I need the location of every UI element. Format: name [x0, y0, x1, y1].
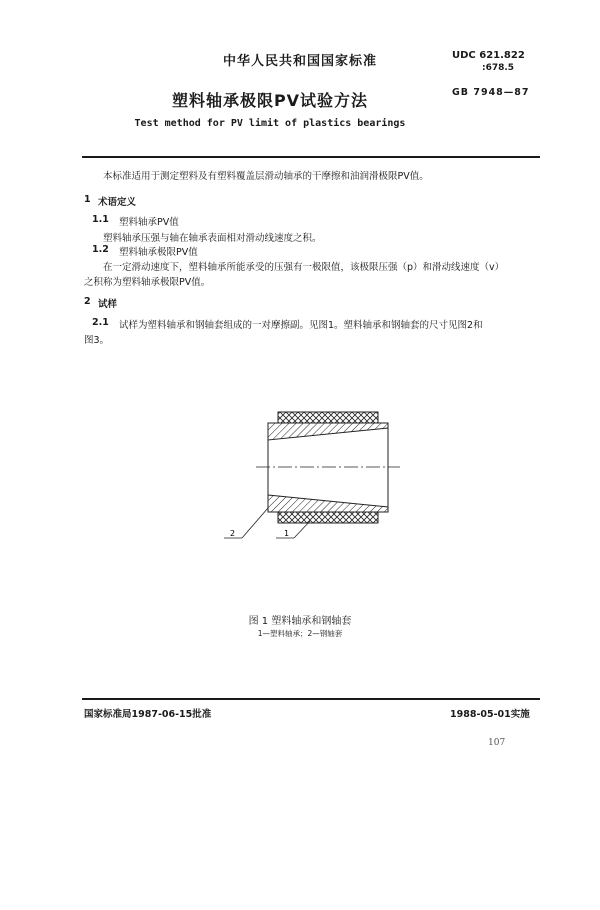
figure-label-2: 2 — [230, 529, 236, 538]
section-1-title: 术语定义 — [98, 197, 137, 208]
plastic-bearing-outer-layer-top — [278, 412, 378, 423]
leader-line-2 — [242, 508, 268, 538]
section-2-number: 2 — [84, 296, 91, 307]
steel-sleeve-top — [268, 423, 388, 440]
udc-code-continuation: :678.5 — [482, 63, 515, 73]
bearing-cross-section-figure — [220, 400, 420, 550]
udc-code: UDC 621.822 — [452, 50, 525, 61]
steel-sleeve-bottom — [268, 495, 388, 512]
clause-1-1-title: 塑料轴承PV值 — [119, 217, 179, 228]
section-1-number: 1 — [84, 194, 91, 205]
gb-standard-number: GB 7948—87 — [452, 87, 530, 98]
clause-2-1-number: 2.1 — [92, 317, 109, 328]
approval-date: 国家标准局1987-06-15批准 — [84, 709, 212, 720]
header-rule — [82, 156, 540, 158]
figure-caption: 图 1 塑料轴承和钢轴套 — [248, 616, 352, 627]
clause-1-2-body-line-2: 之积称为塑料轴承极限PV值。 — [84, 277, 211, 288]
clause-1-1-number: 1.1 — [92, 214, 109, 225]
clause-1-2-number: 1.2 — [92, 244, 109, 255]
section-2-title: 试样 — [98, 299, 118, 310]
clause-1-2-title: 塑料轴承极限PV值 — [119, 247, 198, 258]
figure-label-1: 1 — [284, 529, 290, 538]
clause-2-1-body-line-1: 试样为塑料轴承和钢轴套组成的一对摩擦副。见图1。塑料轴承和钢轴套的尺寸见图2和 — [119, 320, 483, 331]
scope-paragraph: 本标准适用于测定塑料及有塑料覆盖层滑动轴承的干摩擦和油润滑极限PV值。 — [103, 171, 429, 182]
leader-line-1 — [294, 521, 310, 538]
clause-1-2-body-line-1: 在一定滑动速度下，塑料轴承所能承受的压强有一极限值，该极限压强（p）和滑动线速度（v） — [103, 262, 505, 273]
figure-legend: 1—塑料轴承；2—钢轴套 — [257, 629, 343, 638]
plastic-bearing-outer-layer-bottom — [278, 512, 378, 523]
document-title-english: Test method for PV limit of plastics bearings — [134, 118, 406, 129]
clause-2-1-body-line-2: 图3。 — [84, 335, 110, 346]
effective-date: 1988-05-01实施 — [450, 709, 530, 720]
clause-1-1-body: 塑料轴承压强与轴在轴承表面相对滑动线速度之积。 — [103, 233, 322, 244]
page-number: 107 — [488, 738, 506, 748]
document-title: 塑料轴承极限PV试验方法 — [171, 91, 369, 110]
national-standard-heading: 中华人民共和国国家标准 — [222, 54, 377, 69]
footer-rule — [82, 698, 540, 700]
